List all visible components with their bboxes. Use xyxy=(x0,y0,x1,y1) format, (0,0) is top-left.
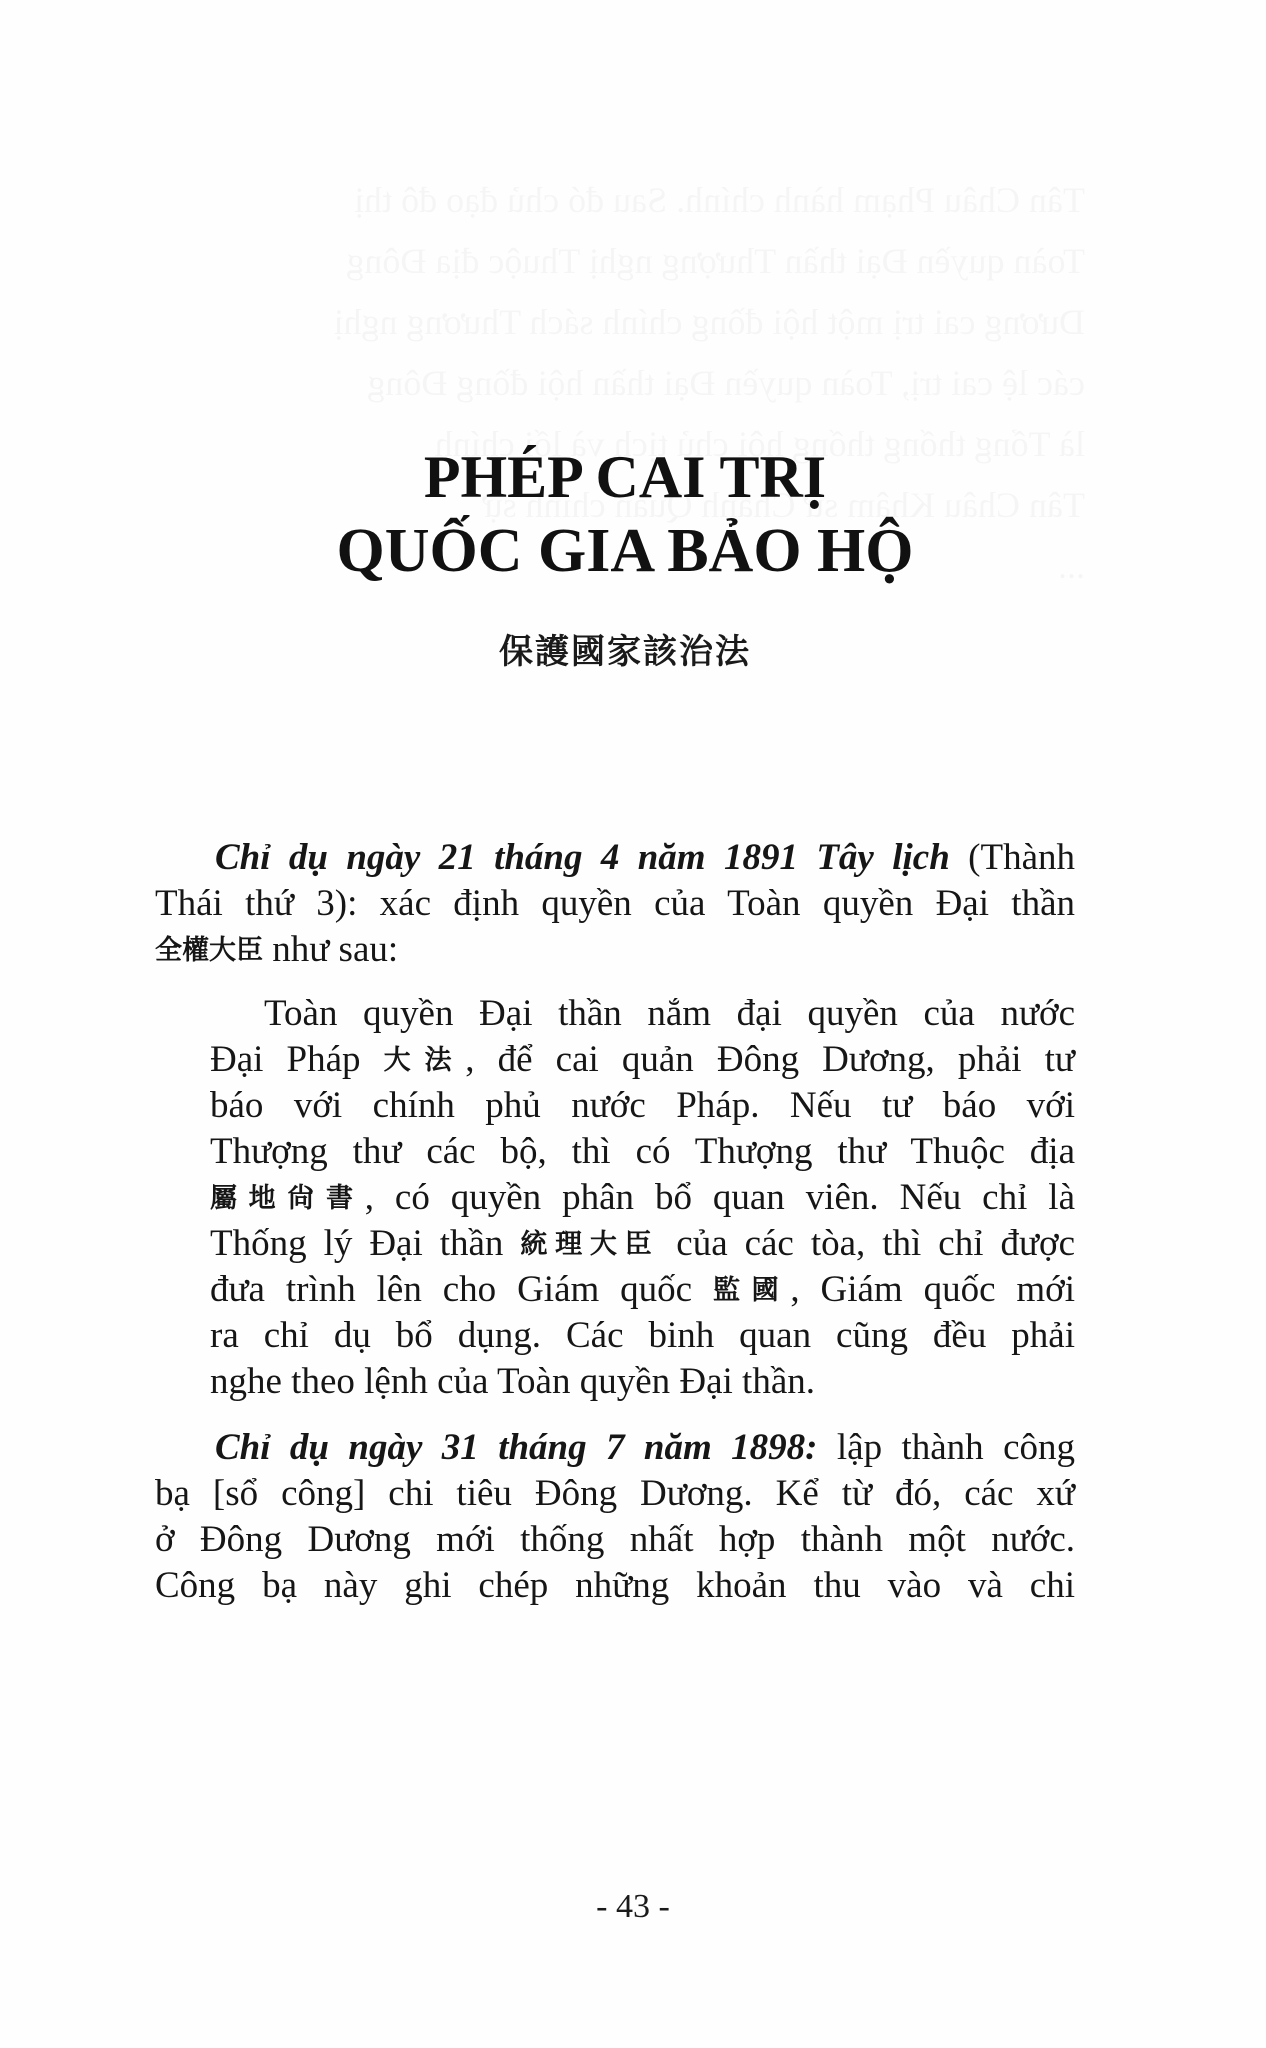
decree-paragraph-1898 xyxy=(155,1425,1075,1609)
text-line: Đại Pháp 大法, để cai quản Đông Dương, phải tư xyxy=(210,1039,1075,1080)
text-line: 全權大臣 như sau: xyxy=(155,929,399,970)
body-text xyxy=(155,835,1075,1609)
chapter-title-han-nom: 保護國家該治法 xyxy=(499,632,751,672)
chapter-heading xyxy=(0,440,1250,673)
text-line: Chỉ dụ ngày 21 tháng 4 năm 1891 Tây lịch (Thành xyxy=(215,837,1075,878)
text-line: nghe theo lệnh của Toàn quyền Đại thần. xyxy=(210,1361,815,1402)
text-line: Toàn quyền Đại thần nắm đại quyền của nước xyxy=(264,993,1075,1034)
text-line: Thái thứ 3): xác định quyền của Toàn quyền Đại thần xyxy=(155,883,1075,924)
text-line: đưa trình lên cho Giám quốc 監國, Giám quốc mới xyxy=(210,1269,1076,1310)
han-nom-term: 統理大臣 xyxy=(520,1229,660,1260)
han-nom-term: 大法 xyxy=(383,1045,466,1076)
text-line: bạ [sổ công] chi tiêu Đông Dương. Kể từ đó, các xứ xyxy=(155,1473,1075,1514)
text-line: Chỉ dụ ngày 31 tháng 7 năm 1898: lập thành công xyxy=(215,1427,1075,1468)
chapter-title-line-1: PHÉP CAI TRỊ xyxy=(423,444,827,510)
decree-paragraph-1891 xyxy=(155,835,1075,973)
paragraph-spacer xyxy=(155,1405,1075,1425)
han-nom-term: 屬地尙書 xyxy=(210,1183,365,1214)
han-nom-term: 監國 xyxy=(713,1275,791,1306)
text-line: Thống lý Đại thần 統理大臣 của các tòa, thì chỉ được xyxy=(210,1223,1075,1264)
quoted-decree-text xyxy=(210,991,1075,1405)
decree-heading: Chỉ dụ ngày 21 tháng 4 năm 1891 Tây lịch xyxy=(215,837,950,878)
text-line: Thượng thư các bộ, thì có Thượng thư Thuộc địa xyxy=(210,1131,1075,1172)
han-nom-term: 全權大臣 xyxy=(155,935,263,966)
chapter-title-line-2: QUỐC GIA BẢO HỘ xyxy=(336,517,914,585)
text-line: ở Đông Dương mới thống nhất hợp thành một nước. xyxy=(155,1519,1075,1560)
text-line: 屬地尙書, có quyền phân bổ quan viên. Nếu chỉ là xyxy=(210,1177,1075,1218)
text-line: Công bạ này ghi chép những khoản thu vào và chi xyxy=(155,1565,1075,1606)
text-line: ra chỉ dụ bổ dụng. Các binh quan cũng đều phải xyxy=(210,1315,1075,1356)
page-number: - 43 - xyxy=(596,1888,670,1925)
decree-heading: Chỉ dụ ngày 31 tháng 7 năm 1898: xyxy=(215,1427,818,1468)
text-line: báo với chính phủ nước Pháp. Nếu tư báo với xyxy=(210,1085,1075,1126)
